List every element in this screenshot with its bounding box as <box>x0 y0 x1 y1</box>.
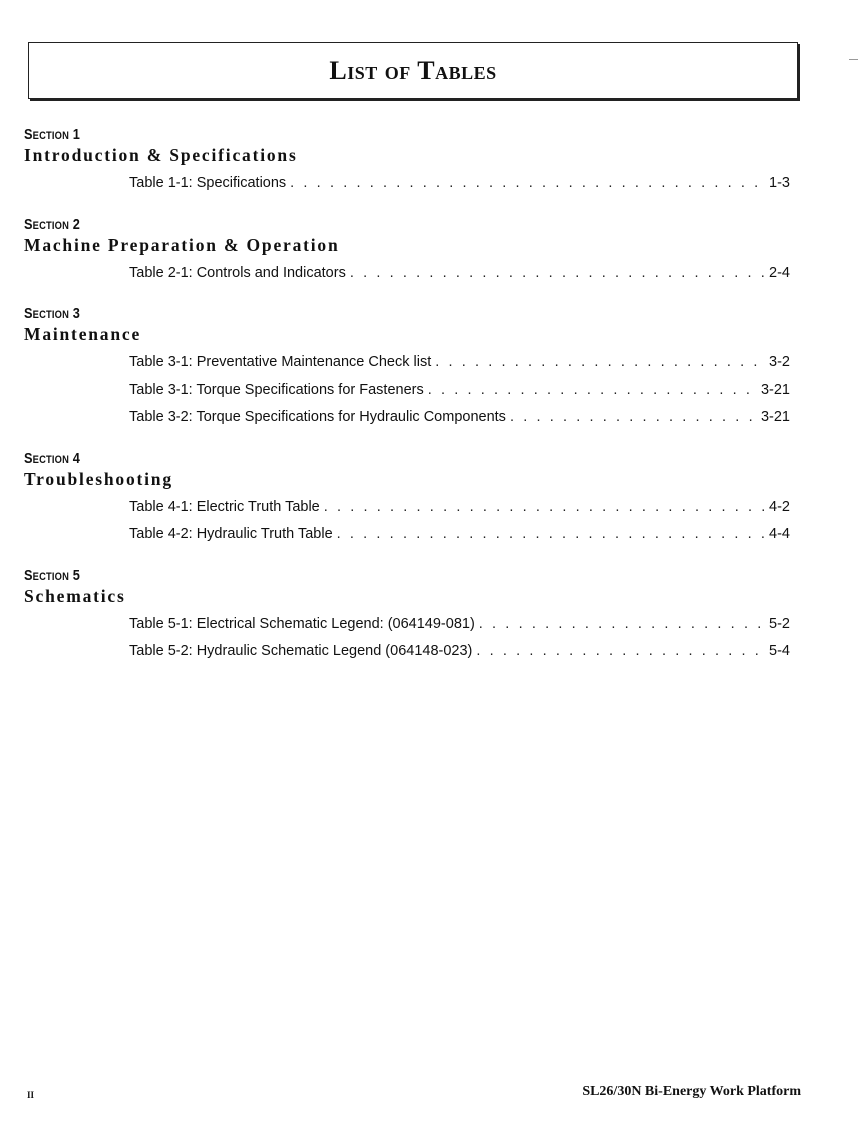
toc-entry-label: Table 2-1: Controls and Indicators <box>129 264 346 281</box>
dot-leader <box>435 349 765 377</box>
dot-leader <box>324 494 765 522</box>
dot-leader <box>350 260 765 288</box>
page-title-box <box>28 42 798 99</box>
dot-leader <box>337 521 765 549</box>
section-4 <box>24 450 794 549</box>
section-label: Section 4 <box>24 449 80 467</box>
toc-entry[interactable] <box>129 611 790 639</box>
toc-entry-label: Table 4-1: Electric Truth Table <box>129 498 320 515</box>
toc-entry-page: 3-2 <box>769 354 790 370</box>
toc-entry-label: Table 5-2: Hydraulic Schematic Legend (064148-023) <box>129 643 473 659</box>
dot-leader <box>428 377 757 405</box>
toc-entry-page: 1-3 <box>769 175 790 191</box>
toc-entry-page: 2-4 <box>769 264 790 281</box>
toc-entry[interactable] <box>129 170 790 198</box>
toc-entry[interactable] <box>129 349 790 377</box>
toc-entry-page: 3-21 <box>760 381 790 398</box>
section-label: Section 3 <box>24 305 80 322</box>
dot-leader <box>476 638 765 666</box>
toc-entry-page: 3-21 <box>760 409 790 425</box>
toc-entry-label: Table 4-2: Hydraulic Truth Table <box>129 526 333 542</box>
section-title: Troubleshooting <box>24 468 173 489</box>
dot-leader <box>290 170 765 198</box>
toc-entry-label: Table 5-1: Electrical Schematic Legend: (064149-081) <box>129 615 475 632</box>
toc-entry[interactable] <box>129 638 790 666</box>
toc-entry[interactable] <box>129 521 790 549</box>
toc-entry-page: 4-2 <box>769 498 790 515</box>
toc-entry-label: Table 3-1: Preventative Maintenance Check list <box>129 354 432 370</box>
toc-entry-page: 5-2 <box>769 615 790 632</box>
footer-page-number: ii <box>27 1086 35 1101</box>
toc-entry-label: Table 1-1: Specifications <box>129 175 287 191</box>
footer-document-name: SL26/30N Bi-Energy Work Platform <box>582 1084 801 1099</box>
toc-entry-label: Table 3-1: Torque Specifications for Fasteners <box>129 381 424 398</box>
dot-leader <box>479 611 765 639</box>
section-2 <box>24 216 794 288</box>
table-of-contents <box>24 126 794 684</box>
toc-entry[interactable] <box>129 404 790 432</box>
toc-entry[interactable] <box>129 494 790 522</box>
section-label: Section 5 <box>24 566 80 584</box>
section-title: Schematics <box>24 585 126 606</box>
section-title: Maintenance <box>24 324 142 344</box>
section-title: Machine Preparation & Operation <box>24 234 340 255</box>
section-title: Introduction & Specifications <box>24 145 298 165</box>
edge-mark <box>849 59 858 60</box>
section-3 <box>24 305 794 432</box>
page-title: List of Tables <box>329 55 497 85</box>
section-5 <box>24 567 794 666</box>
section-label: Section 2 <box>24 215 80 233</box>
section-1 <box>24 126 794 198</box>
toc-entry-page: 4-4 <box>769 526 790 542</box>
toc-entry[interactable] <box>129 377 790 405</box>
toc-entry[interactable] <box>129 260 790 288</box>
dot-leader <box>510 404 757 432</box>
toc-entry-page: 5-4 <box>769 643 790 659</box>
toc-entry-label: Table 3-2: Torque Specifications for Hydraulic Components <box>129 409 506 425</box>
section-label: Section 1 <box>24 126 80 143</box>
